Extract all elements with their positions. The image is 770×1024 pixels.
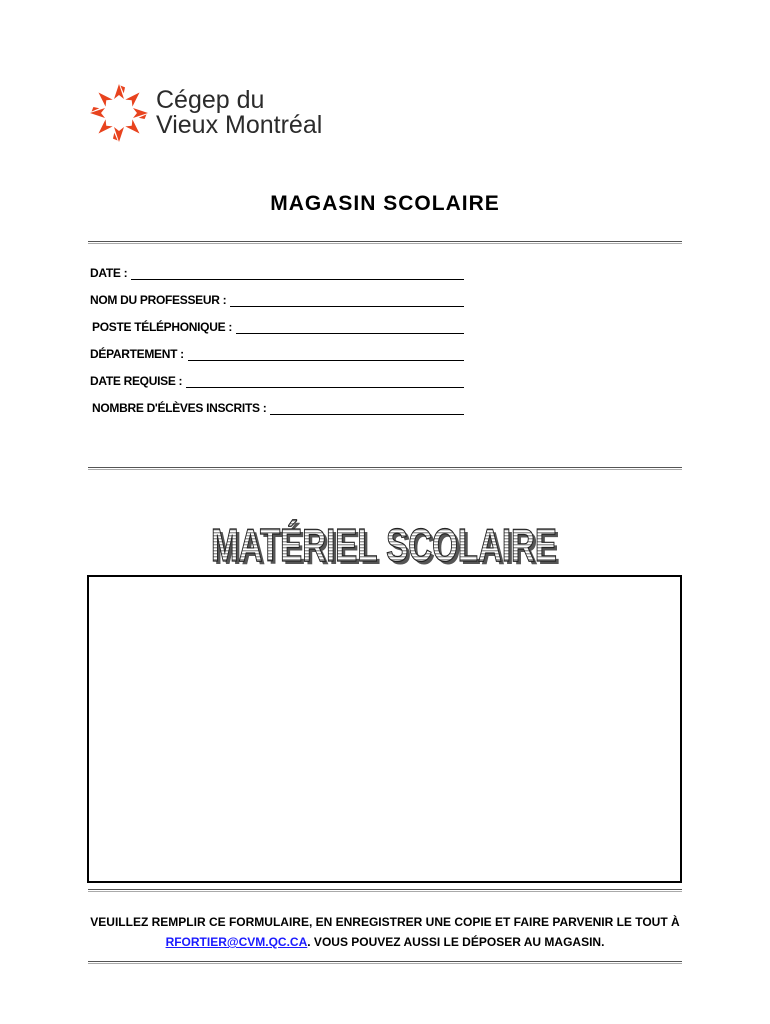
section-title-shadow: MATÉRIEL SCOLAIRE bbox=[214, 522, 560, 574]
top-divider bbox=[88, 241, 682, 244]
email-link[interactable]: RFORTIER@CVM.QC.CA bbox=[165, 935, 308, 949]
student-count-label: NOMBRE D'ÉLÈVES INSCRITS : bbox=[92, 401, 267, 415]
phone-extension-label: POSTE TÉLÉPHONIQUE : bbox=[92, 320, 233, 334]
required-date-field[interactable] bbox=[90, 370, 464, 388]
department-label: DÉPARTEMENT : bbox=[90, 347, 184, 361]
professor-label: NOM DU PROFESSEUR : bbox=[90, 293, 227, 307]
student-count-line[interactable] bbox=[270, 400, 464, 415]
middle-divider bbox=[88, 467, 682, 470]
materials-input-box[interactable] bbox=[87, 575, 682, 883]
logo-line-2: Vieux Montréal bbox=[156, 111, 323, 139]
student-count-field[interactable] bbox=[92, 397, 464, 415]
logo-text bbox=[156, 88, 322, 138]
bottom-divider bbox=[88, 961, 682, 964]
logo-line-1: Cégep du bbox=[156, 86, 265, 114]
section-title-text: MATÉRIEL SCOLAIRE bbox=[211, 519, 557, 571]
required-date-label: DATE REQUISE : bbox=[90, 374, 183, 388]
section-title bbox=[200, 508, 570, 578]
footer-line-1: VEUILLEZ REMPLIR CE FORMULAIRE, EN ENREGISTRER UNE COPIE ET FAIRE PARVENIR LE TOUT À bbox=[90, 915, 680, 929]
department-field[interactable] bbox=[90, 343, 464, 361]
phone-extension-line[interactable] bbox=[236, 319, 464, 334]
phone-extension-field[interactable] bbox=[92, 316, 464, 334]
department-line[interactable] bbox=[188, 346, 464, 361]
professor-line[interactable] bbox=[230, 292, 464, 307]
required-date-line[interactable] bbox=[186, 373, 464, 388]
footer-line-2-text: . VOUS POUVEZ AUSSI LE DÉPOSER AU MAGASIN. bbox=[307, 935, 605, 949]
footer-instructions bbox=[88, 912, 682, 952]
professor-field[interactable] bbox=[90, 289, 464, 307]
date-label: DATE : bbox=[90, 266, 128, 280]
date-field[interactable] bbox=[90, 262, 464, 280]
lower-divider bbox=[88, 889, 682, 892]
date-line[interactable] bbox=[131, 265, 464, 280]
page-title: MAGASIN SCOLAIRE bbox=[270, 192, 500, 215]
footer-line-2 bbox=[88, 932, 682, 952]
snowflake-logo-icon bbox=[88, 82, 150, 144]
